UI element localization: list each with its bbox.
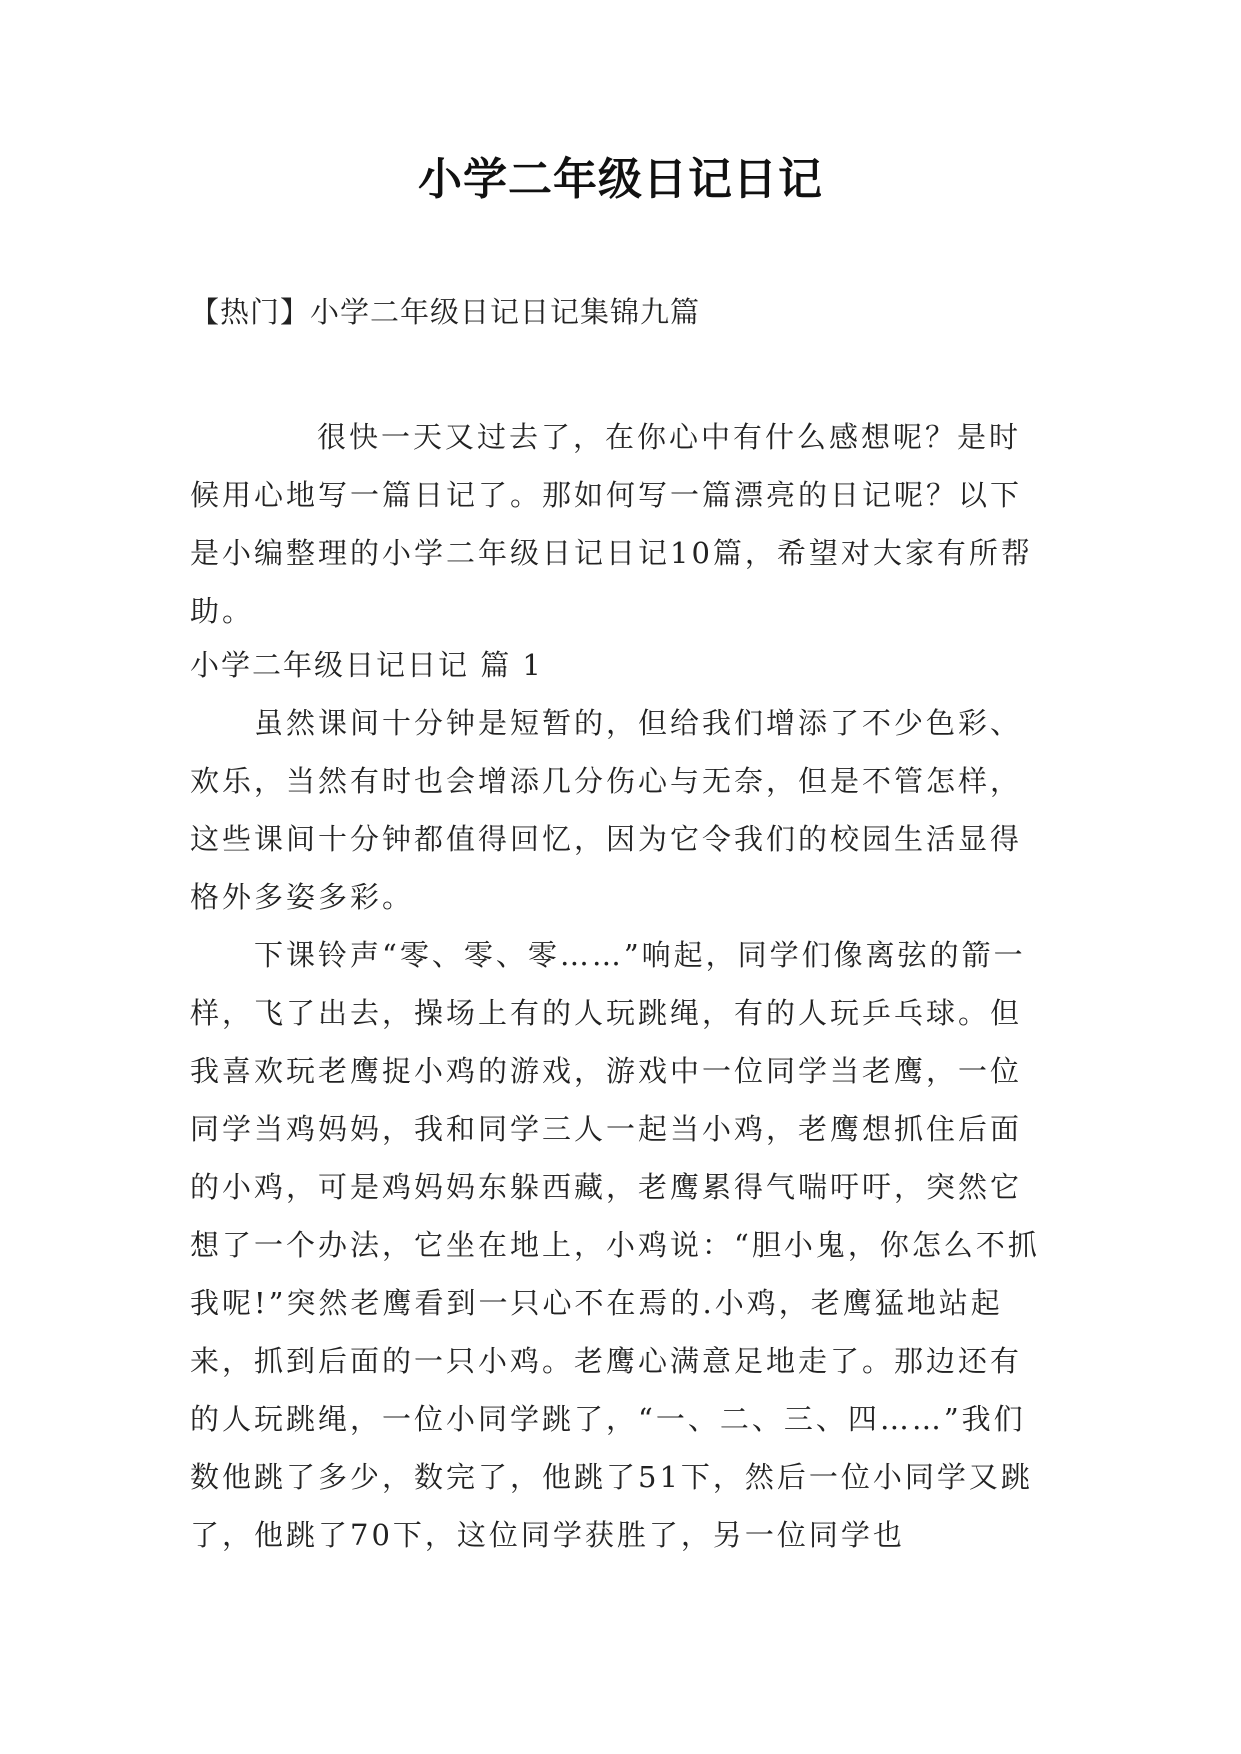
- document-title: 小学二年级日记日记: [418, 154, 823, 205]
- intro-paragraph: 很快一天又过去了，在你心中有什么感想呢？是时候用心地写一篇日记了。那如何写一篇漂亮的日记呢？以下是小编整理的小学二年级日记日记10篇，希望对大家有所帮助。: [190, 420, 1033, 628]
- intro-block: [190, 408, 1051, 640]
- section-body: [190, 694, 1051, 1564]
- body-paragraph: 下课铃声“零、零、零……”响起，同学们像离弦的箭一样，飞了出去，操场上有的人玩跳绳，有的人玩乒乓球。但我喜欢玩老鹰捉小鸡的游戏，游戏中一位同学当老鹰，一位同学当鸡妈妈，我和同学三人一起当小鸡，老鹰想抓住后面的小鸡，可是鸡妈妈东躲西藏，老鹰累得气喘吁吁，突然它想了一个办法，它坐在地上，小鸡说：“胆小鬼，你怎么不抓我呢!”突然老鹰看到一只心不在焉的.小鸡，老鹰猛地站起来，抓到后面的一只小鸡。老鹰心满意足地走了。那边还有的人玩跳绳，一位小同学跳了，“一、二、三、四……”我们数他跳了多少，数完了，他跳了51下，然后一位小同学又跳了，他跳了70下，这位同学获胜了，另一位同学也: [190, 938, 1040, 1552]
- document-subtitle: 【热门】小学二年级日记日记集锦九篇: [190, 295, 701, 329]
- section-heading: 小学二年级日记日记 篇 1: [190, 648, 543, 682]
- body-paragraph: 虽然课间十分钟是短暂的，但给我们增添了不少色彩、欢乐，当然有时也会增添几分伤心与无奈，但是不管怎样，这些课间十分钟都值得回忆，因为它令我们的校园生活显得格外多姿多彩。: [190, 706, 1023, 914]
